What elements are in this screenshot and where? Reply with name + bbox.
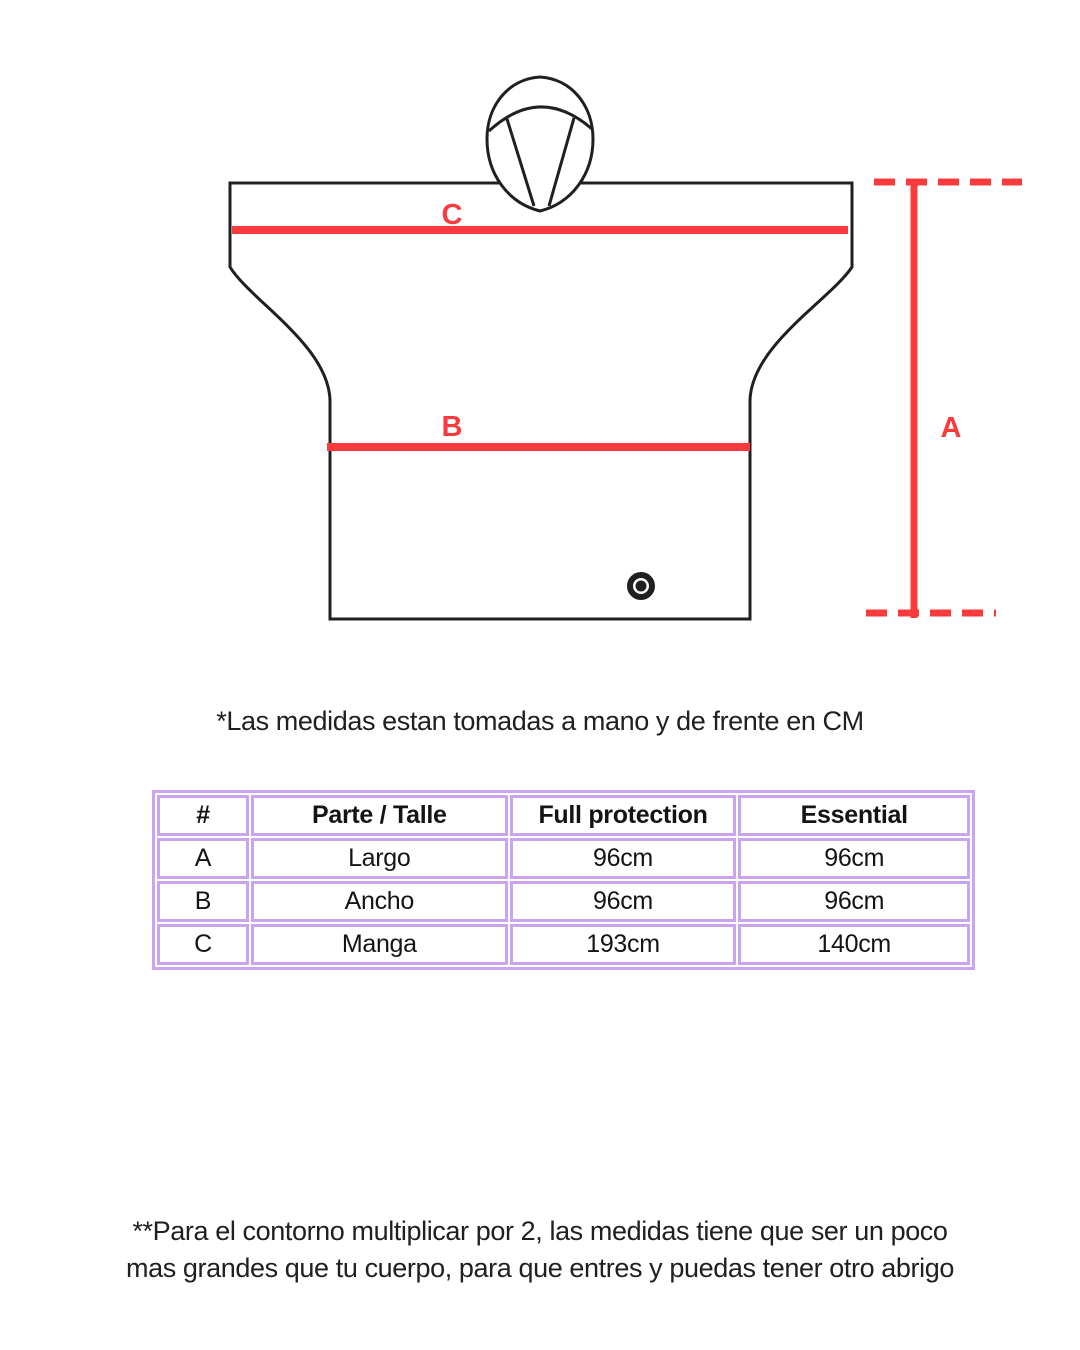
- contour-note: [0, 1213, 1080, 1287]
- size-table: [152, 790, 975, 970]
- row-b-part: Ancho: [251, 881, 508, 922]
- header-row: [157, 795, 970, 836]
- col-header-number: #: [157, 795, 249, 836]
- row-b-id: B: [157, 881, 249, 922]
- col-header-full-protection: Full protection: [510, 795, 737, 836]
- poncho-body-outline: [230, 183, 852, 619]
- size-table-header: [157, 795, 970, 836]
- row-c-full-protection: 193cm: [510, 924, 737, 965]
- table-row-c: [157, 924, 970, 965]
- table-row-a: [157, 838, 970, 879]
- row-c-part: Manga: [251, 924, 508, 965]
- row-c-id: C: [157, 924, 249, 965]
- snap-button-center: [636, 581, 647, 592]
- row-b-full-protection: 96cm: [510, 881, 737, 922]
- row-a-id: A: [157, 838, 249, 879]
- row-c-essential: 140cm: [738, 924, 970, 965]
- col-header-part: Parte / Talle: [251, 795, 508, 836]
- measure-label-a: A: [940, 412, 962, 444]
- contour-note-line1: **Para el contorno multiplicar por 2, las medidas tiene que ser un poco: [132, 1216, 948, 1246]
- row-b-essential: 96cm: [738, 881, 970, 922]
- measurement-note: *Las medidas estan tomadas a mano y de frente en CM: [216, 706, 864, 736]
- measure-label-c: C: [441, 199, 463, 231]
- contour-note-line2: mas grandes que tu cuerpo, para que entres y puedas tener otro abrigo: [126, 1253, 954, 1283]
- measure-label-b: B: [441, 411, 463, 443]
- col-header-essential: Essential: [738, 795, 970, 836]
- row-a-full-protection: 96cm: [510, 838, 737, 879]
- table-row-b: [157, 881, 970, 922]
- row-a-essential: 96cm: [738, 838, 970, 879]
- size-table-body: [157, 838, 970, 965]
- row-a-part: Largo: [251, 838, 508, 879]
